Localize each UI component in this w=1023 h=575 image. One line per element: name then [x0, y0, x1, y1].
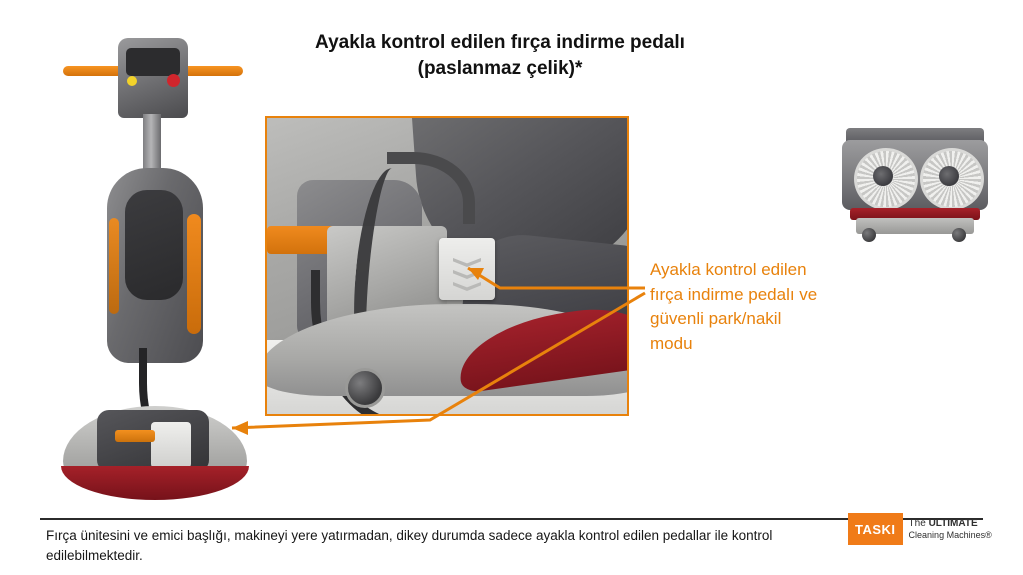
- logo-tagline-prefix: The: [908, 518, 929, 530]
- photo-caster-wheel: [345, 368, 385, 408]
- orange-strip-right-shape: [187, 214, 201, 334]
- machine-left-illustration: [55, 18, 255, 498]
- logo-tagline-bold: ULTIMATE: [928, 518, 978, 530]
- page-title: [250, 30, 750, 81]
- control-panel-shape: [126, 48, 180, 76]
- machine-body-inner-shape: [125, 190, 183, 300]
- yellow-button-shape: [127, 76, 137, 86]
- logo-mark: TASKI: [848, 513, 903, 545]
- brush-hub-right-shape: [939, 166, 959, 186]
- page-title-line1: Ayakla kontrol edilen fırça indirme pedalı: [315, 32, 685, 53]
- brush-hub-left-shape: [873, 166, 893, 186]
- red-button-shape: [167, 74, 180, 87]
- deck-red-trim-shape: [61, 466, 249, 500]
- callout-text: Ayakla kontrol edilen fırça indirme pedalı ve güvenli park/nakil modu: [650, 260, 818, 353]
- logo-tagline: [903, 513, 992, 545]
- taski-logo: [848, 513, 992, 545]
- orange-strip-left-shape: [109, 218, 119, 314]
- footer-note: Fırça ünitesini ve emici başlığı, makineyi yere yatırmadan, dikey durumda sadece ayakla kontrol edilen pedallar ile kontrol edilebilmektedir.: [46, 528, 773, 564]
- logo-tagline-line1: [909, 518, 992, 530]
- machine-right-illustration: [840, 128, 990, 248]
- right-wheel-left-shape: [862, 228, 876, 242]
- detail-photo: [265, 116, 629, 416]
- page-title-line2: (paslanmaz çelik)*: [417, 57, 583, 79]
- logo-tagline-line2: Cleaning Machines®: [908, 529, 992, 540]
- footer-divider: [40, 518, 983, 520]
- orange-pedal-shape: [115, 430, 155, 442]
- right-wheel-right-shape: [952, 228, 966, 242]
- foot-pedal-shape: [151, 422, 191, 468]
